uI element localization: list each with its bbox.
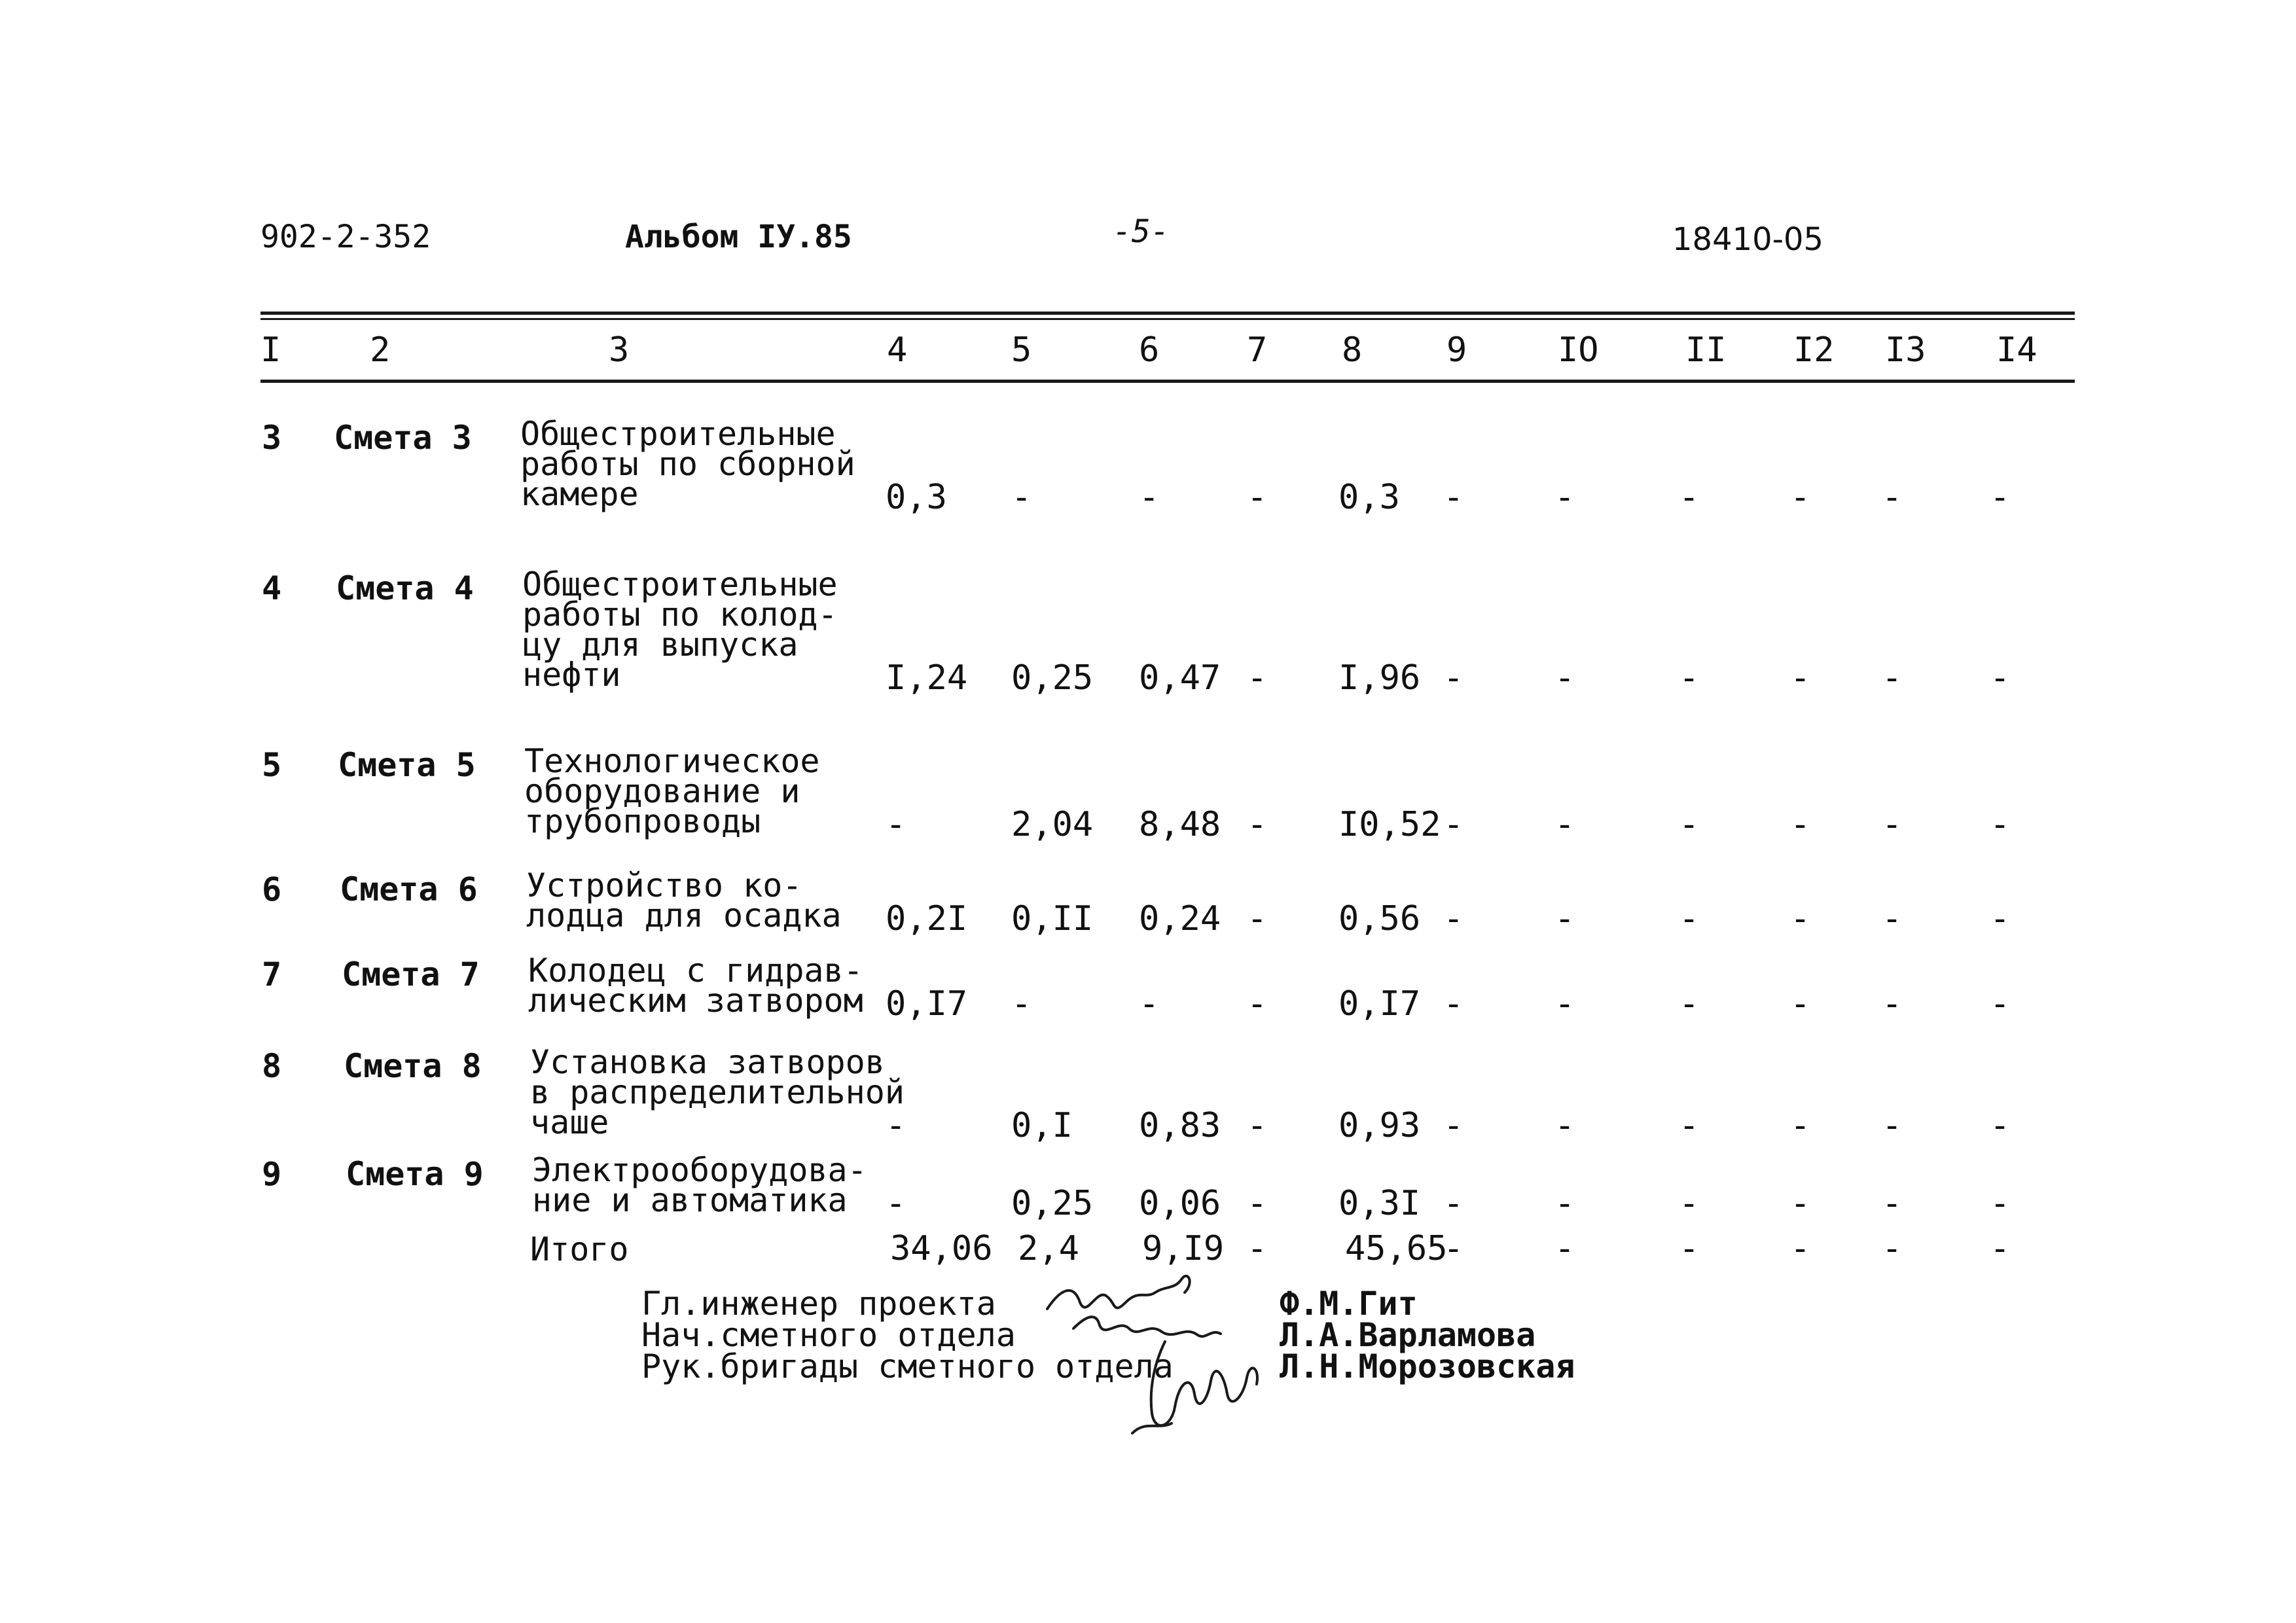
value-cell: - <box>1882 899 1903 938</box>
value-cell: - <box>1554 1106 1575 1145</box>
value-cell: - <box>1247 478 1268 517</box>
value-cell: - <box>1443 805 1464 844</box>
item-description-line: лическим затвором <box>528 982 863 1020</box>
item-description-line: работы по колод- <box>522 596 838 633</box>
total-value-cell: - <box>1882 1229 1903 1268</box>
value-cell: - <box>886 1106 906 1145</box>
column-number: 6 <box>1139 330 1160 370</box>
item-description-line: Установка затворов <box>530 1043 885 1081</box>
value-cell: - <box>1554 1184 1575 1223</box>
signature-title: Нач.сметного отдела <box>641 1316 1016 1354</box>
value-cell: - <box>1247 658 1268 698</box>
value-cell: - <box>1790 478 1811 517</box>
value-cell: - <box>1882 478 1903 517</box>
table-header-bottom-rule <box>260 380 2075 383</box>
item-description-line: Общестроительные <box>522 565 838 603</box>
item-description-line: лодца для осадка <box>526 897 842 935</box>
value-cell: 2,04 <box>1011 805 1094 844</box>
value-cell: - <box>1554 478 1575 517</box>
total-value-cell: - <box>1990 1229 2011 1268</box>
item-description-line: чаше <box>530 1103 609 1141</box>
value-cell: 0,24 <box>1139 899 1221 938</box>
item-description-line: оборудование и <box>524 772 800 810</box>
column-number: I <box>260 330 281 370</box>
album-label: Альбом IУ.85 <box>625 219 852 255</box>
row-number: 3 <box>262 419 282 457</box>
value-cell: - <box>1990 899 2011 938</box>
value-cell: 0,47 <box>1139 658 1221 698</box>
value-cell: - <box>1679 1106 1700 1145</box>
value-cell: - <box>1990 658 2011 698</box>
value-cell: 0,I7 <box>886 984 968 1024</box>
row-number: 9 <box>262 1155 282 1193</box>
item-description-line: ние и автоматика <box>532 1181 848 1219</box>
page-number: -5- <box>1113 213 1170 250</box>
value-cell: - <box>1554 899 1575 938</box>
value-cell: - <box>1882 805 1903 844</box>
estimate-ref: Смета 3 <box>334 419 472 457</box>
column-number: II <box>1685 330 1727 370</box>
sheet-number: 18410-05 <box>1672 221 1824 258</box>
total-value-cell: 9,I9 <box>1142 1229 1225 1268</box>
value-cell: I0,52 <box>1338 805 1441 844</box>
value-cell: - <box>1790 1106 1811 1145</box>
estimate-ref: Смета 6 <box>340 870 478 908</box>
value-cell: - <box>1990 984 2011 1024</box>
value-cell: - <box>1882 984 1903 1024</box>
total-value-cell: 45,65 <box>1345 1229 1448 1268</box>
column-number: 4 <box>887 330 908 370</box>
item-description-line: Устройство ко- <box>526 866 802 904</box>
value-cell: - <box>1990 478 2011 517</box>
value-cell: - <box>1882 1106 1903 1145</box>
column-number: 5 <box>1011 330 1032 370</box>
value-cell: - <box>1247 805 1268 844</box>
item-description-line: Технологическое <box>524 742 820 780</box>
total-value-cell: - <box>1790 1229 1811 1268</box>
value-cell: 0,I <box>1011 1106 1073 1145</box>
handwritten-signatures <box>1034 1263 1296 1453</box>
total-value-cell: - <box>1679 1229 1700 1268</box>
value-cell: 0,3I <box>1338 1184 1421 1223</box>
value-cell: - <box>886 1184 906 1223</box>
value-cell: 0,83 <box>1139 1106 1221 1145</box>
signature-name: Л.Н.Морозовская <box>1280 1347 1575 1385</box>
value-cell: - <box>1247 899 1268 938</box>
item-description-line: нефти <box>522 656 621 694</box>
column-number: 2 <box>370 330 391 370</box>
estimate-ref: Смета 8 <box>344 1047 482 1085</box>
value-cell: - <box>1554 984 1575 1024</box>
estimate-ref: Смета 4 <box>336 569 474 607</box>
item-description-line: Общестроительные <box>520 415 836 453</box>
value-cell: - <box>1554 658 1575 698</box>
column-number: 9 <box>1446 330 1467 370</box>
value-cell: - <box>1443 1184 1464 1223</box>
value-cell: - <box>1882 1184 1903 1223</box>
value-cell: - <box>1882 658 1903 698</box>
value-cell: I,24 <box>886 658 968 698</box>
value-cell: - <box>1247 1106 1268 1145</box>
value-cell: 0,II <box>1011 899 1094 938</box>
value-cell: - <box>1139 478 1160 517</box>
item-description-line: трубопроводы <box>524 802 761 840</box>
signature-title: Гл.инженер проекта <box>641 1285 996 1323</box>
value-cell: 0,3 <box>886 478 947 517</box>
item-description-line: в распределительной <box>530 1073 905 1111</box>
value-cell: - <box>1443 658 1464 698</box>
value-cell: 0,2I <box>886 899 968 938</box>
row-number: 6 <box>262 870 282 908</box>
total-label: Итого <box>530 1230 629 1268</box>
row-number: 4 <box>262 569 282 607</box>
value-cell: - <box>1790 984 1811 1024</box>
value-cell: - <box>1139 984 1160 1024</box>
value-cell: - <box>1990 805 2011 844</box>
row-number: 7 <box>262 955 282 993</box>
value-cell: I,96 <box>1338 658 1421 698</box>
value-cell: 0,25 <box>1011 658 1094 698</box>
total-value-cell: - <box>1554 1229 1575 1268</box>
value-cell: 0,06 <box>1139 1184 1221 1223</box>
table-top-rule-1 <box>260 312 2075 315</box>
column-number: IO <box>1558 330 1599 370</box>
value-cell: - <box>1679 984 1700 1024</box>
value-cell: - <box>1790 658 1811 698</box>
column-number: I2 <box>1793 330 1835 370</box>
value-cell: - <box>1990 1106 2011 1145</box>
row-number: 5 <box>262 746 282 784</box>
column-number: 8 <box>1342 330 1363 370</box>
estimate-ref: Смета 5 <box>338 746 476 784</box>
value-cell: - <box>1990 1184 2011 1223</box>
value-cell: 0,56 <box>1338 899 1421 938</box>
total-value-cell: - <box>1247 1229 1268 1268</box>
document-code: 902-2-352 <box>260 219 431 255</box>
value-cell: - <box>1554 805 1575 844</box>
total-value-cell: - <box>1443 1229 1464 1268</box>
item-description-line: Электрооборудова- <box>532 1151 867 1189</box>
value-cell: - <box>1443 1106 1464 1145</box>
value-cell: 0,25 <box>1011 1184 1094 1223</box>
total-value-cell: 2,4 <box>1018 1229 1079 1268</box>
signature-name: Л.А.Варламова <box>1280 1316 1536 1354</box>
table-top-rule-2 <box>260 318 2075 320</box>
value-cell: - <box>1790 805 1811 844</box>
value-cell: - <box>1679 805 1700 844</box>
value-cell: - <box>1679 658 1700 698</box>
value-cell: - <box>1011 478 1032 517</box>
column-number: 7 <box>1247 330 1268 370</box>
value-cell: - <box>1443 899 1464 938</box>
value-cell: - <box>1790 899 1811 938</box>
value-cell: - <box>1679 899 1700 938</box>
item-description-line: работы по сборной <box>520 445 855 483</box>
column-number: I4 <box>1996 330 2037 370</box>
value-cell: 0,3 <box>1338 478 1400 517</box>
value-cell: 0,I7 <box>1338 984 1421 1024</box>
value-cell: - <box>886 805 906 844</box>
value-cell: - <box>1679 478 1700 517</box>
column-number: 3 <box>609 330 630 370</box>
signature-name: Ф.М.Гит <box>1280 1285 1418 1323</box>
value-cell: - <box>1679 1184 1700 1223</box>
row-number: 8 <box>262 1047 282 1085</box>
item-description-line: цу для выпуска <box>522 626 798 664</box>
item-description-line: Колодец с гидрав- <box>528 952 863 990</box>
value-cell: 8,48 <box>1139 805 1221 844</box>
value-cell: 0,93 <box>1338 1106 1421 1145</box>
signature-title: Рук.бригады сметного отдела <box>641 1347 1174 1385</box>
item-description-line: камере <box>520 475 639 513</box>
value-cell: - <box>1443 984 1464 1024</box>
value-cell: - <box>1247 1184 1268 1223</box>
estimate-ref: Смета 7 <box>342 955 480 993</box>
total-value-cell: 34,06 <box>890 1229 993 1268</box>
value-cell: - <box>1247 984 1268 1024</box>
value-cell: - <box>1443 478 1464 517</box>
value-cell: - <box>1011 984 1032 1024</box>
column-number: I3 <box>1885 330 1926 370</box>
estimate-ref: Смета 9 <box>346 1155 484 1193</box>
value-cell: - <box>1790 1184 1811 1223</box>
